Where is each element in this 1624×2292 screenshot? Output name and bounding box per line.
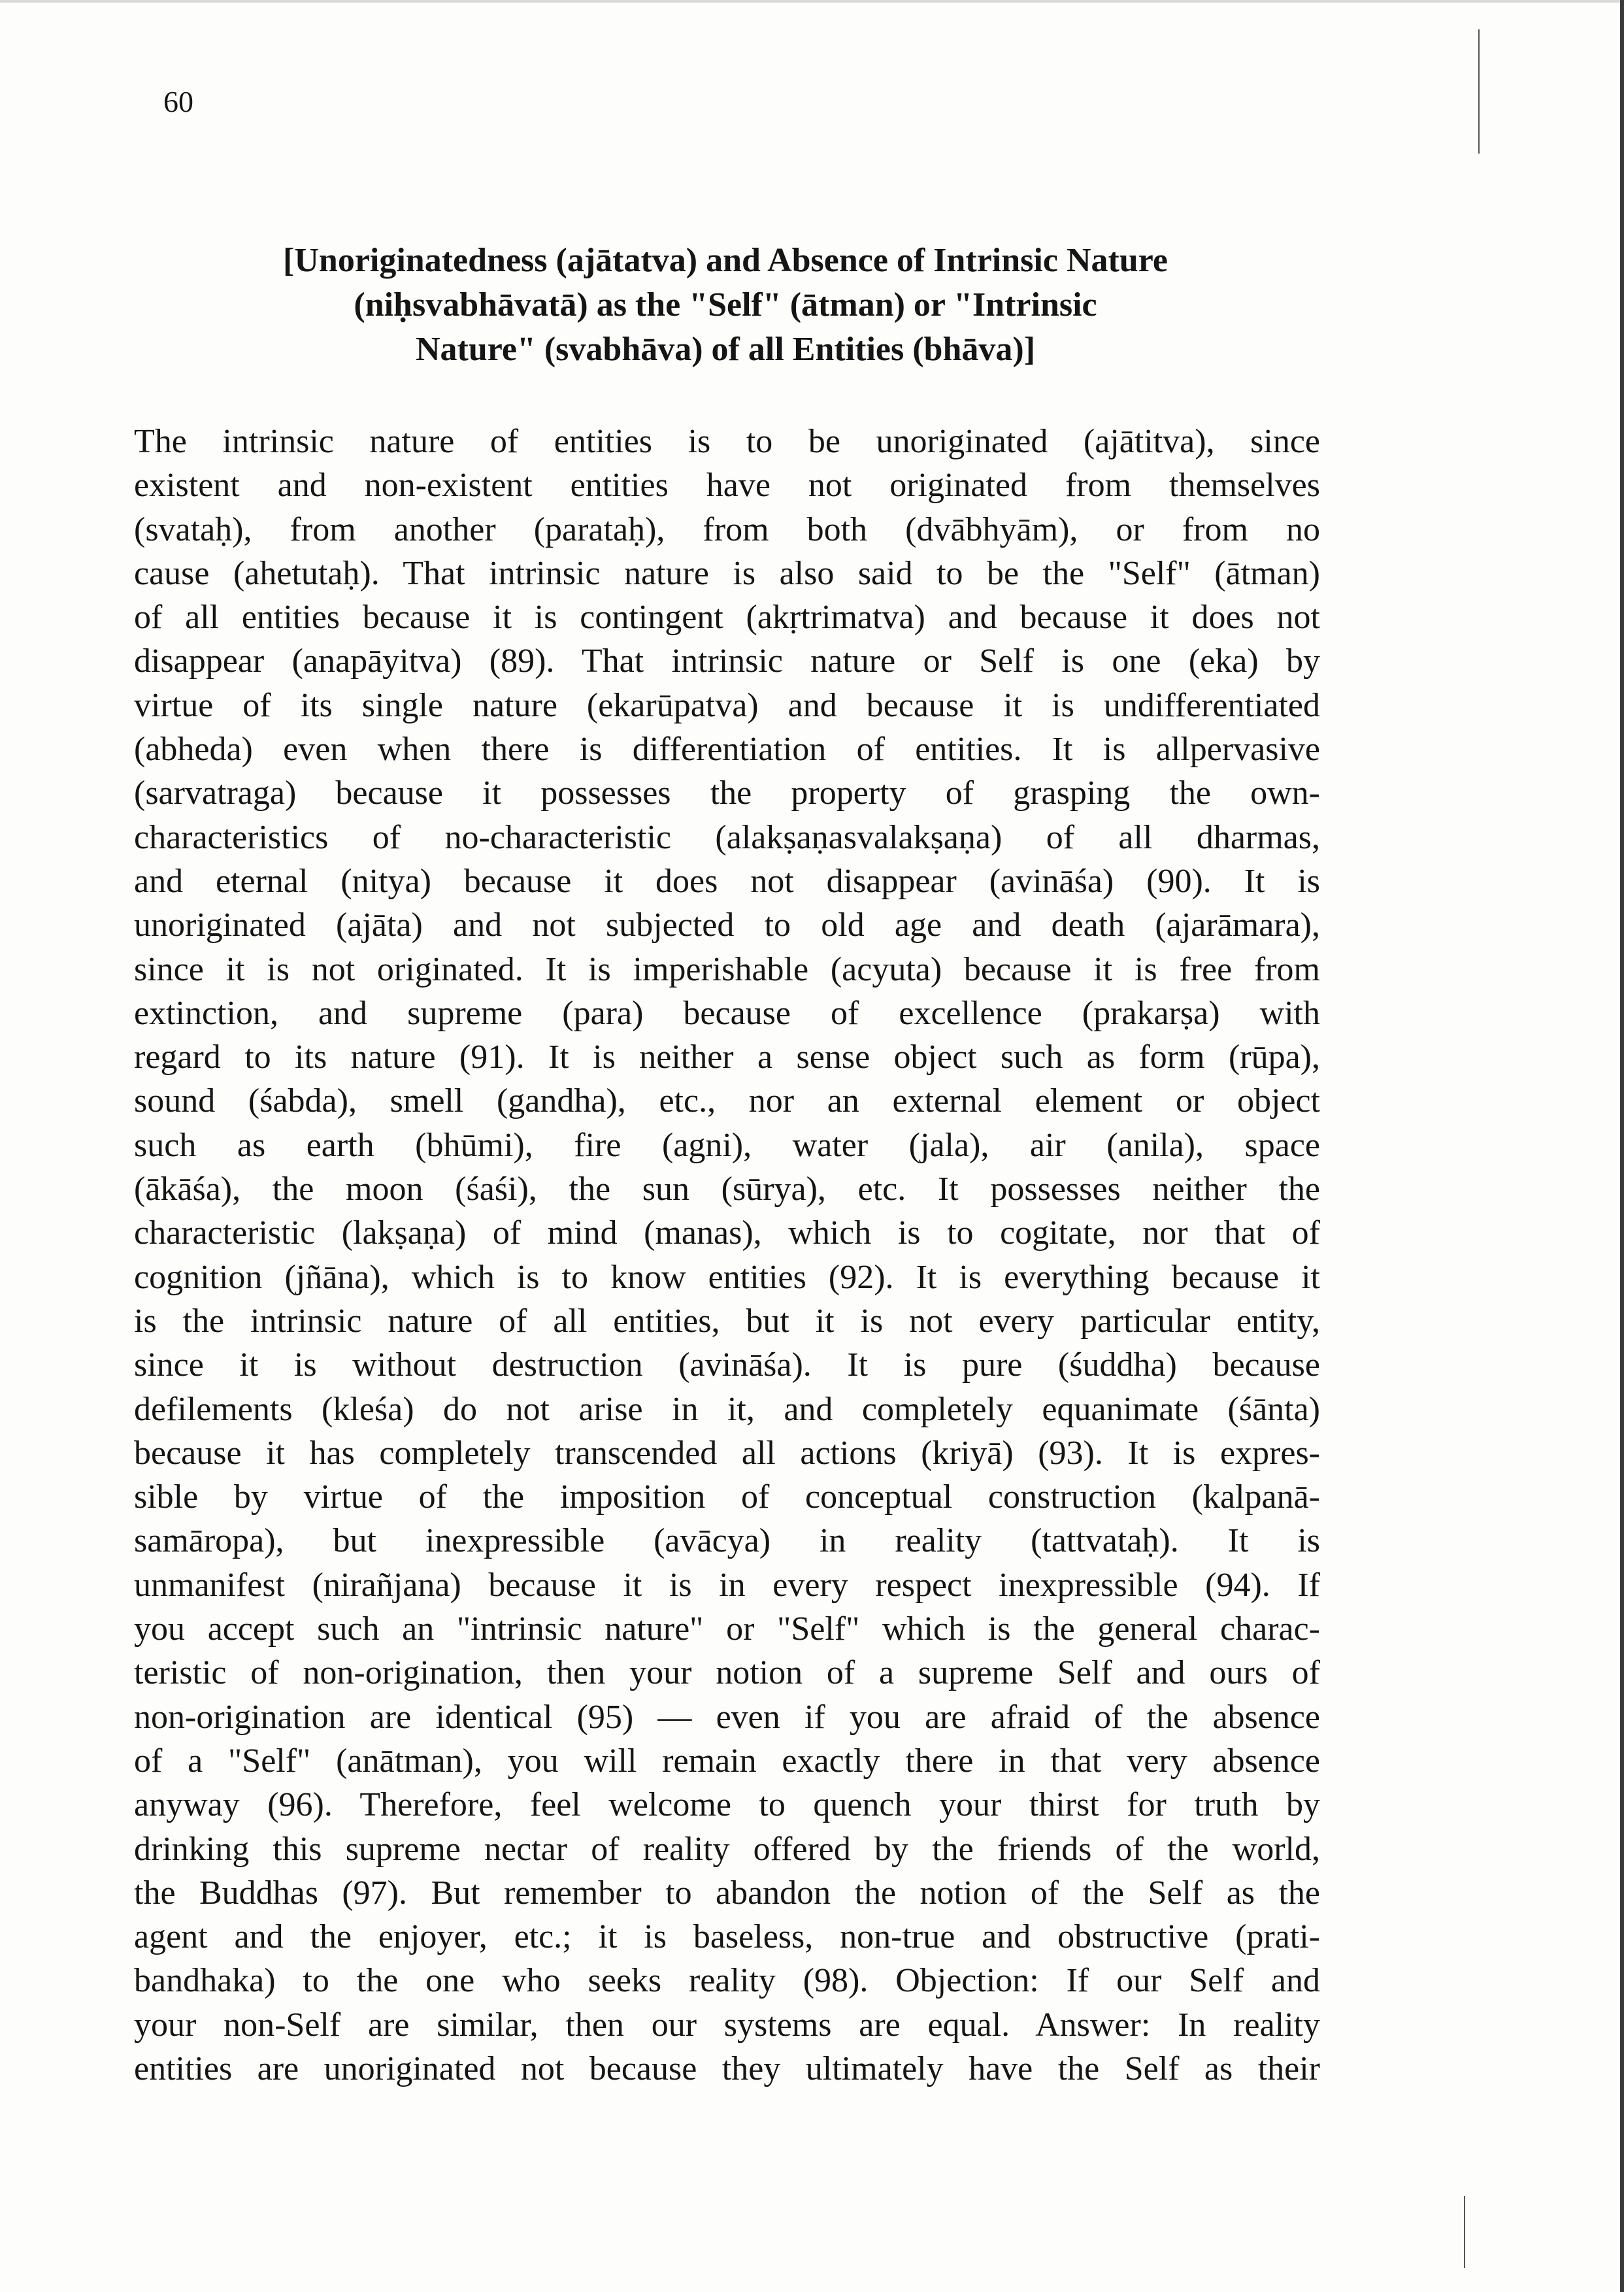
body-line: unmanifest (nirañjana) because it is in every respect inexpressible (94). If: [134, 1566, 1320, 1604]
body-line: teristic of non-origination, then your notion of a supreme Self and ours of: [134, 1654, 1320, 1692]
body-line: bandhaka) to the one who seeks reality (98). Objection: If our Self and: [134, 1962, 1320, 2000]
body-paragraph: [134, 420, 1320, 2091]
body-line: is the intrinsic nature of all entities, but it is not every particular entity,: [134, 1302, 1320, 1340]
body-line: unoriginated (ajāta) and not subjected to old age and death (ajarāmara),: [134, 906, 1320, 944]
body-line: of a "Self" (anātman), you will remain exactly there in that very absence: [134, 1742, 1320, 1780]
scan-margin-mark: [1464, 2196, 1465, 2268]
body-line: characteristics of no-characteristic (alakṣaṇasvalakṣaṇa) of all dharmas,: [134, 818, 1320, 856]
body-line: sible by virtue of the imposition of conceptual construction (kalpanā-: [134, 1478, 1320, 1516]
body-line: (ākāśa), the moon (śaśi), the sun (sūrya), etc. It possesses neither the: [134, 1171, 1320, 1208]
page-number: 60: [163, 85, 193, 118]
body-line: samāropa), but inexpressible (avācya) in reality (tattvataḥ). It is: [134, 1522, 1320, 1560]
heading-line: Nature" (svabhāva) of all Entities (bhāva)]: [415, 331, 1036, 368]
body-line: agent and the enjoyer, etc.; it is baseless, non-true and obstructive (prati-: [134, 1918, 1320, 1956]
section-heading: [150, 239, 1301, 372]
body-line: regard to its nature (91). It is neither a sense object such as form (rūpa),: [134, 1038, 1320, 1076]
body-line: since it is without destruction (avināśa). It is pure (śuddha) because: [134, 1346, 1320, 1384]
body-line: such as earth (bhūmi), fire (agni), water (jala), air (anila), space: [134, 1126, 1320, 1164]
body-line: and eternal (nitya) because it does not disappear (avināśa) (90). It is: [134, 862, 1320, 900]
body-line: anyway (96). Therefore, feel welcome to quench your thirst for truth by: [134, 1786, 1320, 1824]
body-line: (svataḥ), from another (parataḥ), from both (dvābhyām), or from no: [134, 510, 1320, 548]
heading-line: [Unoriginatedness (ajātatva) and Absence of Intrinsic Nature: [283, 242, 1168, 279]
body-line: virtue of its single nature (ekarūpatva) and because it is undifferentiated: [134, 686, 1320, 724]
body-line: cognition (jñāna), which is to know entities (92). It is everything because it: [134, 1258, 1320, 1296]
scan-top-edge: [0, 0, 1624, 3]
heading-line: (niḥsvabhāvatā) as the "Self" (ātman) or "Intrinsic: [354, 286, 1097, 324]
body-line: the Buddhas (97). But remember to abandon the notion of the Self as the: [134, 1874, 1320, 1912]
body-line: because it has completely transcended all actions (kriyā) (93). It is expres-: [134, 1434, 1320, 1472]
body-line: disappear (anapāyitva) (89). That intrinsic nature or Self is one (eka) by: [134, 642, 1320, 680]
scan-margin-mark: [1478, 29, 1480, 154]
body-line: entities are unoriginated not because they ultimately have the Self as their: [134, 2050, 1320, 2087]
body-line: cause (ahetutaḥ). That intrinsic nature is also said to be the "Self" (ātman): [134, 554, 1320, 592]
body-line: characteristic (lakṣaṇa) of mind (manas), which is to cogitate, nor that of: [134, 1214, 1320, 1252]
body-line: existent and non-existent entities have not originated from themselves: [134, 467, 1320, 505]
body-line: (sarvatraga) because it possesses the property of grasping the own-: [134, 774, 1320, 812]
body-line: drinking this supreme nectar of reality offered by the friends of the world,: [134, 1830, 1320, 1868]
body-line: (abheda) even when there is differentiation of entities. It is allpervasive: [134, 731, 1320, 769]
body-line: you accept such an "intrinsic nature" or "Self" which is the general charac-: [134, 1610, 1320, 1648]
body-line: since it is not originated. It is imperishable (acyuta) because it is free from: [134, 950, 1320, 988]
body-line: The intrinsic nature of entities is to be unoriginated (ajātitva), since: [134, 423, 1320, 460]
body-line: extinction, and supreme (para) because of excellence (prakarṣa) with: [134, 994, 1320, 1032]
body-line: sound (śabda), smell (gandha), etc., nor an external element or object: [134, 1082, 1320, 1120]
body-line: your non-Self are similar, then our systems are equal. Answer: In reality: [134, 2006, 1320, 2044]
body-line: non-origination are identical (95) — even if you are afraid of the absence: [134, 1698, 1320, 1736]
scan-right-edge: [1620, 0, 1624, 2292]
body-line: of all entities because it is contingent (akṛtrimatva) and because it does not: [134, 599, 1320, 637]
body-line: defilements (kleśa) do not arise in it, and completely equanimate (śānta): [134, 1390, 1320, 1428]
